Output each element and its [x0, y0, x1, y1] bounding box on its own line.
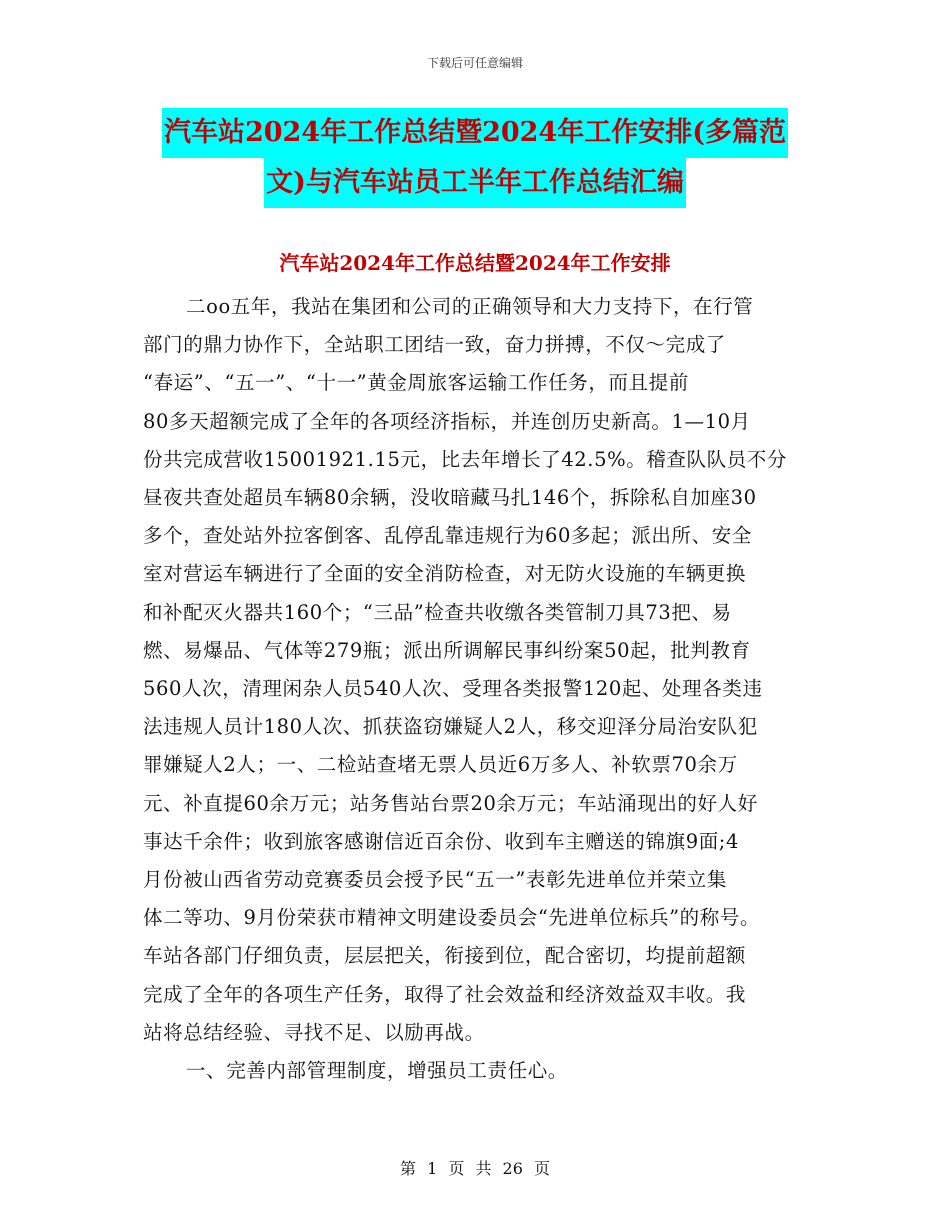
- body-line: 和补配灭火器共160个；“三品”检查共收缴各类管制刀具73把、易: [143, 600, 732, 624]
- section-title: 汽车站2024年工作总结暨2024年工作安排: [279, 251, 671, 275]
- header-note: 下载后可任意编辑: [426, 56, 523, 70]
- body-line: 体二等功、9月份荣获市精神文明建设委员会“先进单位标兵”的称号。: [143, 906, 761, 930]
- body-line: 昼夜共查处超员车辆80余辆，没收暗藏马扎146个，拆除私自加座30: [143, 486, 757, 510]
- body-line: 份共完成营收15001921.15元，比去年增长了42.5%。稽查队队员不分: [143, 447, 788, 471]
- body-line: 月份被山西省劳动竞赛委员会授予民“五一”表彰先进单位并荣立集: [143, 868, 727, 892]
- page-footer: 第 1 页 共 26 页: [400, 1159, 550, 1178]
- title-line-1: 汽车站2024年工作总结暨2024年工作安排(多篇范: [162, 108, 788, 158]
- body-line: 二oo五年，我站在集团和公司的正确领导和大力支持下，在行管: [186, 295, 754, 318]
- body-text: [143, 288, 833, 1090]
- body-line: 部门的鼎力协作下，全站职工团结一致，奋力拼搏，不仅～完成了: [143, 333, 726, 357]
- body-line: 站将总结经验、寻找不足、以励再战。: [143, 1020, 485, 1044]
- body-line: 室对营运车辆进行了全面的安全消防检查，对无防火设施的车辆更换: [143, 562, 747, 586]
- title-line-2: 文)与汽车站员工半年工作总结汇编: [264, 158, 686, 208]
- body-line: “春运”、“五一”、“十一”黄金周旅客运输工作任务，而且提前: [143, 371, 689, 395]
- body-line: 80多天超额完成了全年的各项经济指标，并连创历史新高。1—10月: [143, 409, 751, 433]
- body-line: 一、完善内部管理制度，增强员工责任心。: [186, 1059, 568, 1083]
- body-line: 事达千余件；收到旅客感谢信近百余份、收到车主赠送的锦旗9面;4: [143, 829, 739, 853]
- body-line: 完成了全年的各项生产任务，取得了社会效益和经济效益双丰收。我: [143, 982, 747, 1006]
- body-line: 罪嫌疑人2人；一、二检站查堵无票人员近6万多人、补软票70余万: [143, 753, 738, 777]
- body-line: 燃、易爆品、气体等279瓶；派出所调解民事纠纷案50起，批判教育: [143, 638, 751, 662]
- body-line: 560人次，清理闲杂人员540人次、受理各类报警120起、处理各类违: [143, 677, 763, 701]
- body-line: 多个，查处站外拉客倒客、乱停乱靠违规行为60多起；派出所、安全: [143, 524, 752, 548]
- document-title: [140, 108, 810, 208]
- body-line: 车站各部门仔细负责，层层把关，衔接到位，配合密切，均提前超额: [143, 944, 747, 968]
- body-line: 法违规人员计180人次、抓获盗窃嫌疑人2人，移交迎泽分局治安队犯: [143, 715, 758, 739]
- body-line: 元、补直提60余万元；站务售站台票20余万元；车站涌现出的好人好: [143, 791, 758, 815]
